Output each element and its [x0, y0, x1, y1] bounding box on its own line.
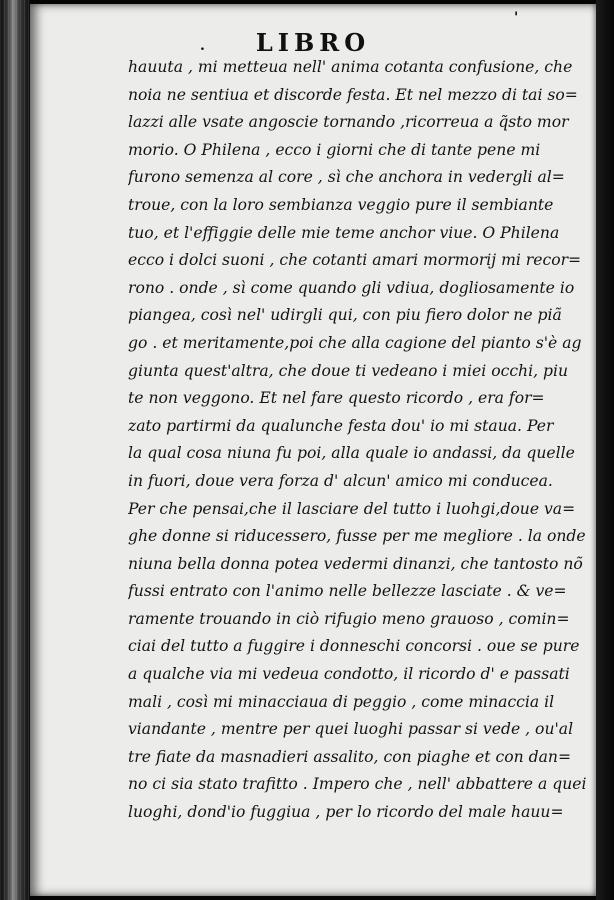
- text-line: piangea, così nel' udirgli qui, con piu fiero dolor ne piã: [128, 306, 562, 325]
- text-line: ghe donne si riducessero, fusse per me megliore . la onde: [128, 527, 586, 546]
- text-line: lazzi alle vsate angoscie tornando ,ricorreua a q̃sto mor: [128, 113, 569, 132]
- text-line: Per che pensai,che il lasciare del tutto i luohgi,doue va=: [128, 499, 576, 518]
- text-line: ecco i dolci suoni , che cotanti amari mormorij mi recor=: [128, 251, 582, 270]
- page-stack-edge: [0, 0, 30, 900]
- text-line: ramente trouando in ciò rifugio meno grauoso , comin=: [128, 609, 570, 628]
- text-line: te non veggono. Et nel fare questo ricordo , era for=: [128, 389, 545, 408]
- text-line: furono semenza al core , sì che anchora in vedergli al=: [128, 168, 565, 187]
- text-line: troue, con la loro sembianza veggio pure il sembiante: [128, 195, 554, 214]
- text-line: la qual cosa niuna fu poi, alla quale io andassi, da quelle: [128, 444, 575, 463]
- text-line: tre fiate da masnadieri assalito, con piaghe et con dan=: [128, 747, 572, 766]
- text-line: go . et meritamente,poi che alla cagione del pianto s'è ag: [128, 333, 582, 352]
- text-line: zato partirmi da qualunche festa dou' io mi staua. Per: [128, 416, 554, 435]
- text-line: niuna bella donna potea vedermi dinanzi, che tantosto nõ: [128, 554, 583, 573]
- text-line: no ci sia stato trafitto . Impero che , nell' abbattere a quei: [128, 775, 587, 794]
- text-line: fussi entrato con l'animo nelle bellezze lasciate . & ve=: [128, 582, 567, 601]
- text-line: morio. O Philena , ecco i giorni che di tante pene mi: [128, 140, 541, 159]
- text-line: in fuori, doue vera forza d' alcun' amico mi conducea.: [128, 471, 553, 490]
- text-line: viandante , mentre per quei luoghi passar si vede , ou'al: [128, 720, 574, 739]
- ink-dot-mark: .: [200, 38, 205, 54]
- text-block: [128, 54, 604, 827]
- text-line: giunta quest'altra, che doue ti vedeano i miei occhi, piu: [128, 361, 569, 380]
- text-line: tuo, et l'effiggie delle mie teme anchor viue. O Philena: [128, 223, 560, 242]
- book-page: [30, 4, 596, 896]
- text-line: a qualche via mi vedeua condotto, il ricordo d' e passati: [128, 665, 570, 684]
- text-line: ciai del tutto a fuggire i donneschi concorsi . oue se pure: [128, 637, 580, 656]
- ink-tick-mark: ': [514, 10, 519, 26]
- text-line: hauuta , mi metteua nell' anima cotanta confusione, che: [128, 58, 573, 76]
- scan-right-edge: [596, 0, 614, 900]
- text-line: noia ne sentiua et discorde festa. Et nel mezzo di tai so=: [128, 85, 578, 104]
- text-line: mali , così mi minacciaua di peggio , come minaccia il: [128, 692, 555, 711]
- running-header: LIBRO: [255, 28, 371, 57]
- text-line: luoghi, dond'io fuggiua , per lo ricordo del male hauu=: [128, 803, 564, 822]
- text-line: rono . onde , sì come quando gli vdiua, dogliosamente io: [128, 278, 575, 297]
